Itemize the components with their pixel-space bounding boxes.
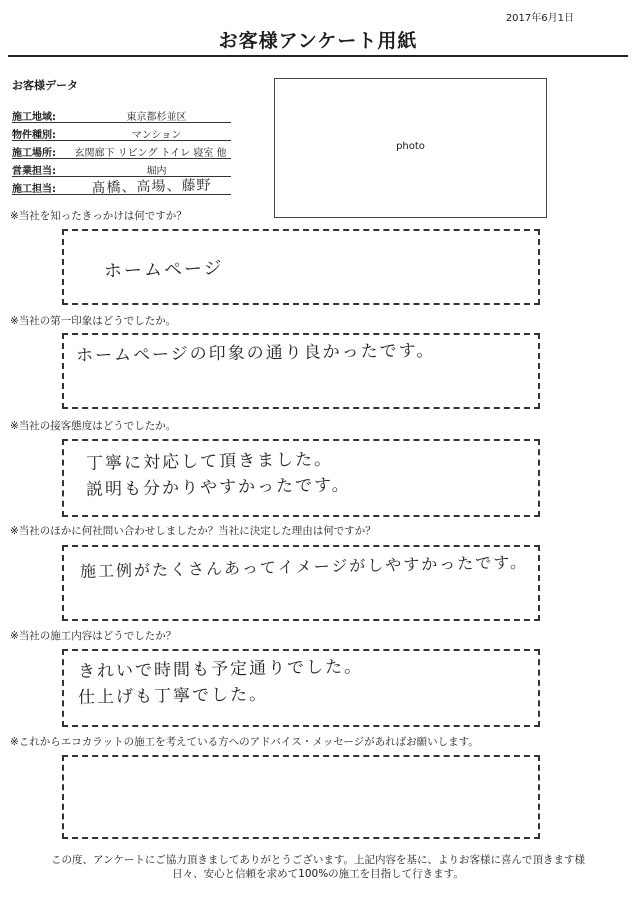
survey-date: 2017年6月1日 xyxy=(505,13,574,24)
answer-1-line-1: ホームページ xyxy=(103,257,224,282)
answer-box-4 xyxy=(62,545,540,621)
photo-placeholder xyxy=(274,78,547,218)
question-6: ※これからエコカラットの施工を考えている方へのアドバイス・メッセージがあればお願いします。 xyxy=(10,736,479,748)
question-5: ※当社の施工内容はどうでしたか？ xyxy=(10,630,177,642)
answer-box-1 xyxy=(62,229,540,305)
answer-3-line-1: 丁寧に対応して頂きました。 xyxy=(85,449,334,474)
question-2: ※当社の第一印象はどうでしたか。 xyxy=(10,315,177,327)
construction-area-value: 東京都杉並区 xyxy=(126,112,187,123)
construction-area-row xyxy=(12,106,231,123)
answer-5-line-2: 仕上げも丁寧でした。 xyxy=(77,684,269,708)
customer-data-heading: お客様データ xyxy=(12,79,78,92)
construction-staff-row xyxy=(12,178,231,195)
footer-line-2: 日々、安心と信頼を求めて100%の施工を目指して行きます。 xyxy=(172,868,464,880)
property-type-value: マンション xyxy=(131,130,182,141)
answer-box-2 xyxy=(62,333,540,409)
construction-location-row xyxy=(12,142,231,159)
sales-staff-label: 営業担当: xyxy=(12,166,56,177)
question-3: ※当社の接客態度はどうでしたか。 xyxy=(10,420,177,432)
answer-2-line-1: ホームページの印象の通り良かったです。 xyxy=(75,340,436,366)
construction-staff-label: 施工担当: xyxy=(12,184,56,195)
construction-area-label: 施工地域: xyxy=(12,112,56,123)
property-type-label: 物件種別: xyxy=(12,130,56,141)
answer-3-line-2: 説明も分かりやすかったです。 xyxy=(85,475,351,500)
construction-location-label: 施工場所: xyxy=(12,148,56,159)
answer-box-6 xyxy=(62,755,540,839)
photo-label: photo xyxy=(396,141,425,152)
footer-line-1: この度、アンケートにご協力頂きましてありがとうございます。上記内容を基に、よりお客様に喜んで頂きます様 xyxy=(50,854,586,866)
property-type-row xyxy=(12,124,231,141)
answer-5-line-1: きれいで時間も予定通りでした。 xyxy=(77,657,364,682)
answer-box-3 xyxy=(62,439,540,517)
answer-box-5 xyxy=(62,649,540,727)
answer-4-line-1: 施工例がたくさんあってイメージがしやすかったです。 xyxy=(79,552,529,581)
question-4: ※当社のほかに何社問い合わせしましたか？当社に決定した理由は何ですか？ xyxy=(10,525,376,537)
page-title: お客様アンケート用紙 xyxy=(218,30,418,52)
question-1: ※当社を知ったきっかけは何ですか？ xyxy=(10,210,187,222)
title-divider xyxy=(8,55,628,57)
sales-staff-value: 堀内 xyxy=(146,166,167,177)
construction-location-value: 玄関廊下 リビング トイレ 寝室 他 xyxy=(74,148,227,159)
construction-staff-value: 髙橋、高場、藤野 xyxy=(91,177,212,197)
